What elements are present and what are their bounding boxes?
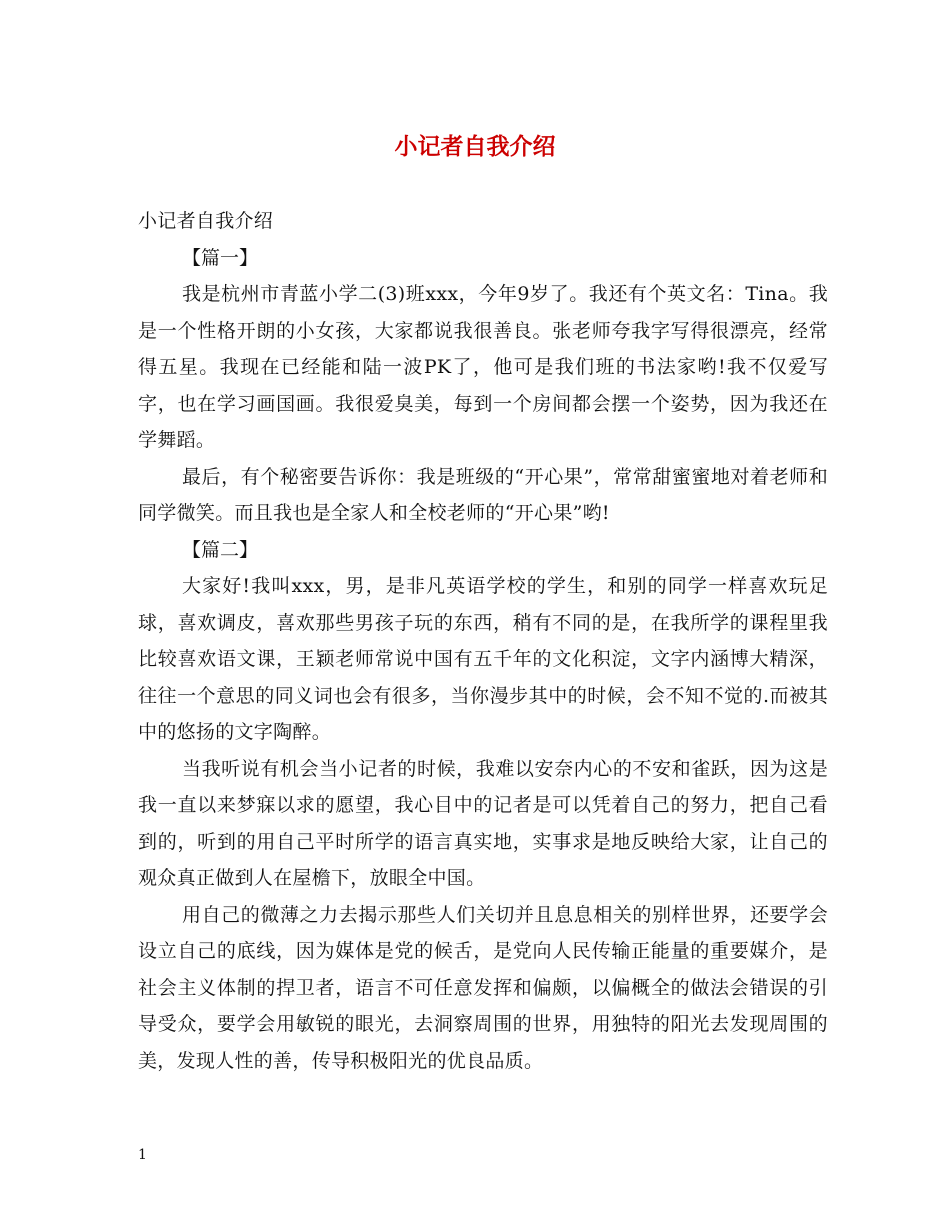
document-body	[138, 203, 828, 1079]
paragraph-2-1: 大家好!我叫xxx，男，是非凡英语学校的学生，和别的同学一样喜欢玩足球，喜欢调皮，喜欢那些男孩子玩的东西，稍有不同的是，在我所学的课程里我比较喜欢语文课，王颖老师常说中国有五千年的文化积淀，文字内涵博大精深，往往一个意思的同义词也会有很多，当你漫步其中的时候，会不知不觉的.而被其中的悠扬的文字陶醉。	[138, 575, 828, 743]
paragraph-1-1: 我是杭州市青蓝小学二(3)班xxx，今年9岁了。我还有个英文名：Tina。我是一个性格开朗的小女孩，大家都说我很善良。张老师夸我字写得很漂亮，经常得五星。我现在已经能和陆一波PK了，他可是我们班的书法家哟!我不仅爱写字，也在学习画国画。我很爱臭美，每到一个房间都会摆一个姿势，因为我还在学舞蹈。	[138, 283, 828, 451]
page-number: 1	[138, 1147, 147, 1163]
paragraph-1-2: 最后，有个秘密要告诉你：我是班级的“开心果”，常常甜蜜蜜地对着老师和同学微笑。而且我也是全家人和全校老师的“开心果”哟!	[138, 465, 828, 524]
paragraph-2-2: 当我听说有机会当小记者的时候，我难以安奈内心的不安和雀跃，因为这是我一直以来梦寐以求的愿望，我心目中的记者是可以凭着自己的努力，把自己看到的，听到的用自己平时所学的语言真实地，实事求是地反映给大家，让自己的观众真正做到人在屋檐下，放眼全中国。	[138, 757, 828, 889]
section-heading-1: 【篇一】	[182, 246, 259, 269]
document-subtitle: 小记者自我介绍	[138, 210, 274, 232]
document-title: 小记者自我介绍	[394, 133, 556, 160]
paragraph-2-3: 用自己的微薄之力去揭示那些人们关切并且息息相关的别样世界，还要学会设立自己的底线，因为媒体是党的候舌，是党向人民传输正能量的重要媒介，是社会主义体制的捍卫者，语言不可任意发挥和偏颇，以偏概全的做法会错误的引导受众，要学会用敏锐的眼光，去洞察周围的世界，用独特的阳光去发现周围的美，发现人性的善，传导积极阳光的优良品质。	[138, 903, 828, 1072]
section-heading-2: 【篇二】	[182, 538, 259, 561]
